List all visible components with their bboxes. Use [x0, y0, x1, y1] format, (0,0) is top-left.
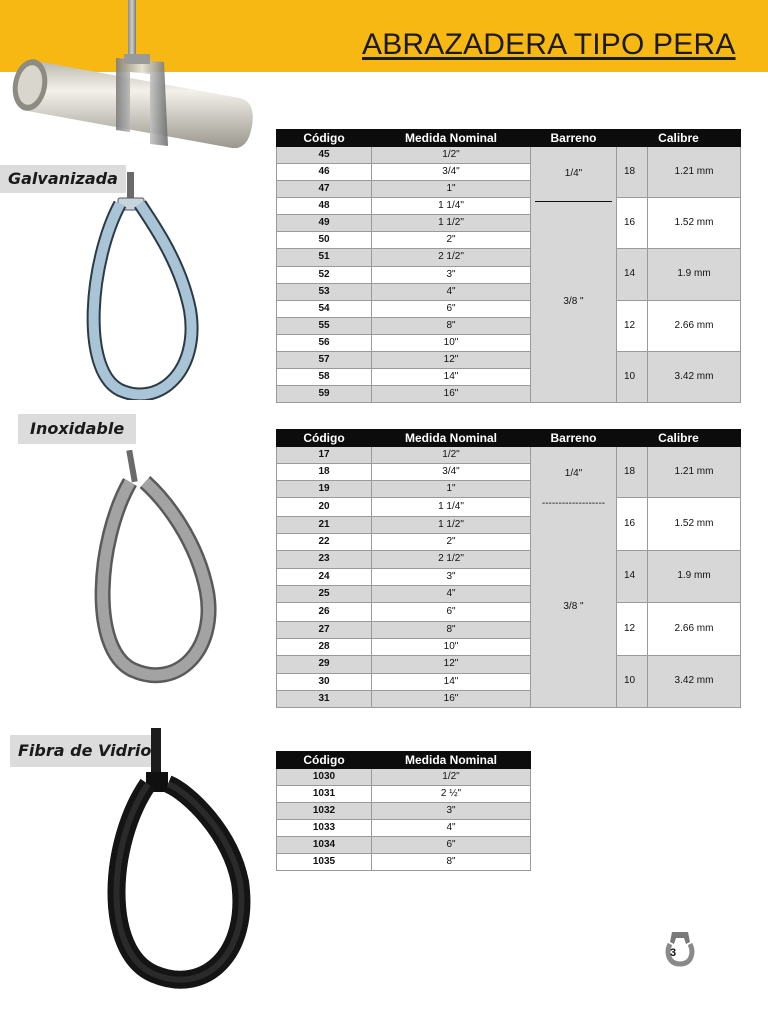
gauge-cell: 12 — [617, 300, 648, 351]
header-codigo: Código — [277, 130, 372, 147]
size-cell: 8" — [372, 621, 531, 638]
size-cell: 1/2" — [372, 147, 531, 164]
size-cell: 1 1/4" — [372, 498, 531, 517]
size-cell: 3" — [372, 266, 531, 283]
thickness-cell: 1.21 mm — [648, 447, 741, 498]
inoxidable-table — [276, 429, 741, 708]
code-cell: 47 — [277, 181, 372, 198]
code-cell: 45 — [277, 147, 372, 164]
header-calibre: Calibre — [617, 130, 741, 147]
code-cell: 49 — [277, 215, 372, 232]
size-cell: 3/4" — [372, 164, 531, 181]
header-medida-nominal: Medida Nominal — [372, 430, 531, 447]
code-cell: 59 — [277, 386, 372, 403]
table-row — [277, 498, 741, 517]
size-cell: 16" — [372, 691, 531, 708]
size-cell: 2 1/2" — [372, 550, 531, 569]
code-cell: 57 — [277, 351, 372, 368]
code-cell: 18 — [277, 464, 372, 481]
code-cell: 1031 — [277, 786, 372, 803]
code-cell: 1033 — [277, 820, 372, 837]
code-cell: 17 — [277, 447, 372, 464]
table-row — [277, 820, 531, 837]
thickness-cell: 1.9 mm — [648, 249, 741, 300]
gauge-cell: 18 — [617, 147, 648, 198]
code-cell: 1032 — [277, 803, 372, 820]
size-cell: 3" — [372, 569, 531, 586]
thickness-cell: 3.42 mm — [648, 351, 741, 402]
size-cell: 1" — [372, 181, 531, 198]
table-row — [277, 786, 531, 803]
section-label-galvanizada: Galvanizada — [0, 165, 126, 193]
code-cell: 50 — [277, 232, 372, 249]
size-cell: 1" — [372, 481, 531, 498]
gauge-cell: 14 — [617, 249, 648, 300]
size-cell: 1 1/4" — [372, 198, 531, 215]
thickness-cell: 2.66 mm — [648, 603, 741, 656]
size-cell: 4" — [372, 586, 531, 603]
header-medida-nominal: Medida Nominal — [372, 752, 531, 769]
thickness-cell: 1.21 mm — [648, 147, 741, 198]
barreno-cell — [531, 147, 617, 403]
page-title: ABRAZADERA TIPO PERA — [362, 28, 736, 61]
code-cell: 51 — [277, 249, 372, 266]
galvanized-clamp-photo — [80, 170, 210, 400]
code-cell: 53 — [277, 283, 372, 300]
pipe-clamp-photo — [0, 40, 260, 165]
barreno-top-value: 1/4" — [564, 468, 583, 479]
size-cell: 1/2" — [372, 447, 531, 464]
code-cell: 54 — [277, 300, 372, 317]
code-cell: 27 — [277, 621, 372, 638]
gauge-cell: 16 — [617, 498, 648, 551]
gauge-cell: 10 — [617, 351, 648, 402]
code-cell: 21 — [277, 516, 372, 533]
fibra-table — [276, 751, 531, 871]
header-barreno: Barreno — [531, 430, 617, 447]
size-cell: 12" — [372, 655, 531, 674]
table-row — [277, 837, 531, 854]
thickness-cell: 2.66 mm — [648, 300, 741, 351]
table-row — [277, 351, 741, 368]
table-row — [277, 300, 741, 317]
size-cell: 2 ½" — [372, 786, 531, 803]
size-cell: 10" — [372, 638, 531, 655]
stainless-clamp-photo — [85, 450, 225, 685]
code-cell: 23 — [277, 550, 372, 569]
barreno-bottom-value: 3/8 " — [563, 601, 584, 612]
code-cell: 19 — [277, 481, 372, 498]
size-cell: 4" — [372, 820, 531, 837]
size-cell: 3/4" — [372, 464, 531, 481]
table-row — [277, 769, 531, 786]
gauge-cell: 18 — [617, 447, 648, 498]
code-cell: 1035 — [277, 854, 372, 871]
code-cell: 29 — [277, 655, 372, 674]
thickness-cell: 1.52 mm — [648, 198, 741, 249]
barreno-divider: ------------------- — [541, 501, 606, 507]
header-calibre: Calibre — [617, 430, 741, 447]
size-cell: 3" — [372, 803, 531, 820]
header-medida-nominal: Medida Nominal — [372, 130, 531, 147]
table-row — [277, 147, 741, 164]
size-cell: 16" — [372, 386, 531, 403]
gauge-cell: 12 — [617, 603, 648, 656]
gauge-cell: 16 — [617, 198, 648, 249]
table-row — [277, 854, 531, 871]
size-cell: 10" — [372, 334, 531, 351]
code-cell: 26 — [277, 603, 372, 622]
code-cell: 22 — [277, 533, 372, 550]
code-cell: 1034 — [277, 837, 372, 854]
size-cell: 2 1/2" — [372, 249, 531, 266]
code-cell: 25 — [277, 586, 372, 603]
code-cell: 30 — [277, 674, 372, 691]
size-cell: 14" — [372, 369, 531, 386]
size-cell: 2" — [372, 533, 531, 550]
code-cell: 28 — [277, 638, 372, 655]
page-number: 3 — [670, 947, 677, 959]
table-row — [277, 198, 741, 215]
size-cell: 12" — [372, 351, 531, 368]
header-codigo: Código — [277, 752, 372, 769]
size-cell: 4" — [372, 283, 531, 300]
code-cell: 46 — [277, 164, 372, 181]
code-cell: 1030 — [277, 769, 372, 786]
code-cell: 55 — [277, 317, 372, 334]
header-barreno: Barreno — [531, 130, 617, 147]
code-cell: 20 — [277, 498, 372, 517]
clamp-logo-icon — [664, 928, 696, 968]
code-cell: 24 — [277, 569, 372, 586]
gauge-cell: 10 — [617, 655, 648, 708]
header-codigo: Código — [277, 430, 372, 447]
table-row — [277, 447, 741, 464]
size-cell: 1 1/2" — [372, 516, 531, 533]
barreno-top-value: 1/4" — [564, 168, 583, 179]
code-cell: 31 — [277, 691, 372, 708]
galvanizada-table — [276, 129, 741, 403]
table-row — [277, 655, 741, 674]
code-cell: 48 — [277, 198, 372, 215]
thickness-cell: 1.52 mm — [648, 498, 741, 551]
gauge-cell: 14 — [617, 550, 648, 603]
size-cell: 8" — [372, 854, 531, 871]
code-cell: 56 — [277, 334, 372, 351]
barreno-bottom-value: 3/8 " — [563, 296, 584, 307]
table-row — [277, 249, 741, 266]
size-cell: 8" — [372, 317, 531, 334]
size-cell: 14" — [372, 674, 531, 691]
thickness-cell: 3.42 mm — [648, 655, 741, 708]
code-cell: 52 — [277, 266, 372, 283]
table-row — [277, 603, 741, 622]
section-label-inoxidable: Inoxidable — [18, 414, 136, 444]
size-cell: 1/2" — [372, 769, 531, 786]
fiberglass-clamp-photo — [98, 722, 258, 994]
barreno-cell — [531, 447, 617, 708]
size-cell: 2" — [372, 232, 531, 249]
code-cell: 58 — [277, 369, 372, 386]
table-row — [277, 550, 741, 569]
size-cell: 6" — [372, 837, 531, 854]
size-cell: 6" — [372, 603, 531, 622]
section-label-fibra-de-vidrio: Fibra de Vidrio — [10, 735, 159, 767]
size-cell: 1 1/2" — [372, 215, 531, 232]
size-cell: 6" — [372, 300, 531, 317]
thickness-cell: 1.9 mm — [648, 550, 741, 603]
table-row — [277, 803, 531, 820]
